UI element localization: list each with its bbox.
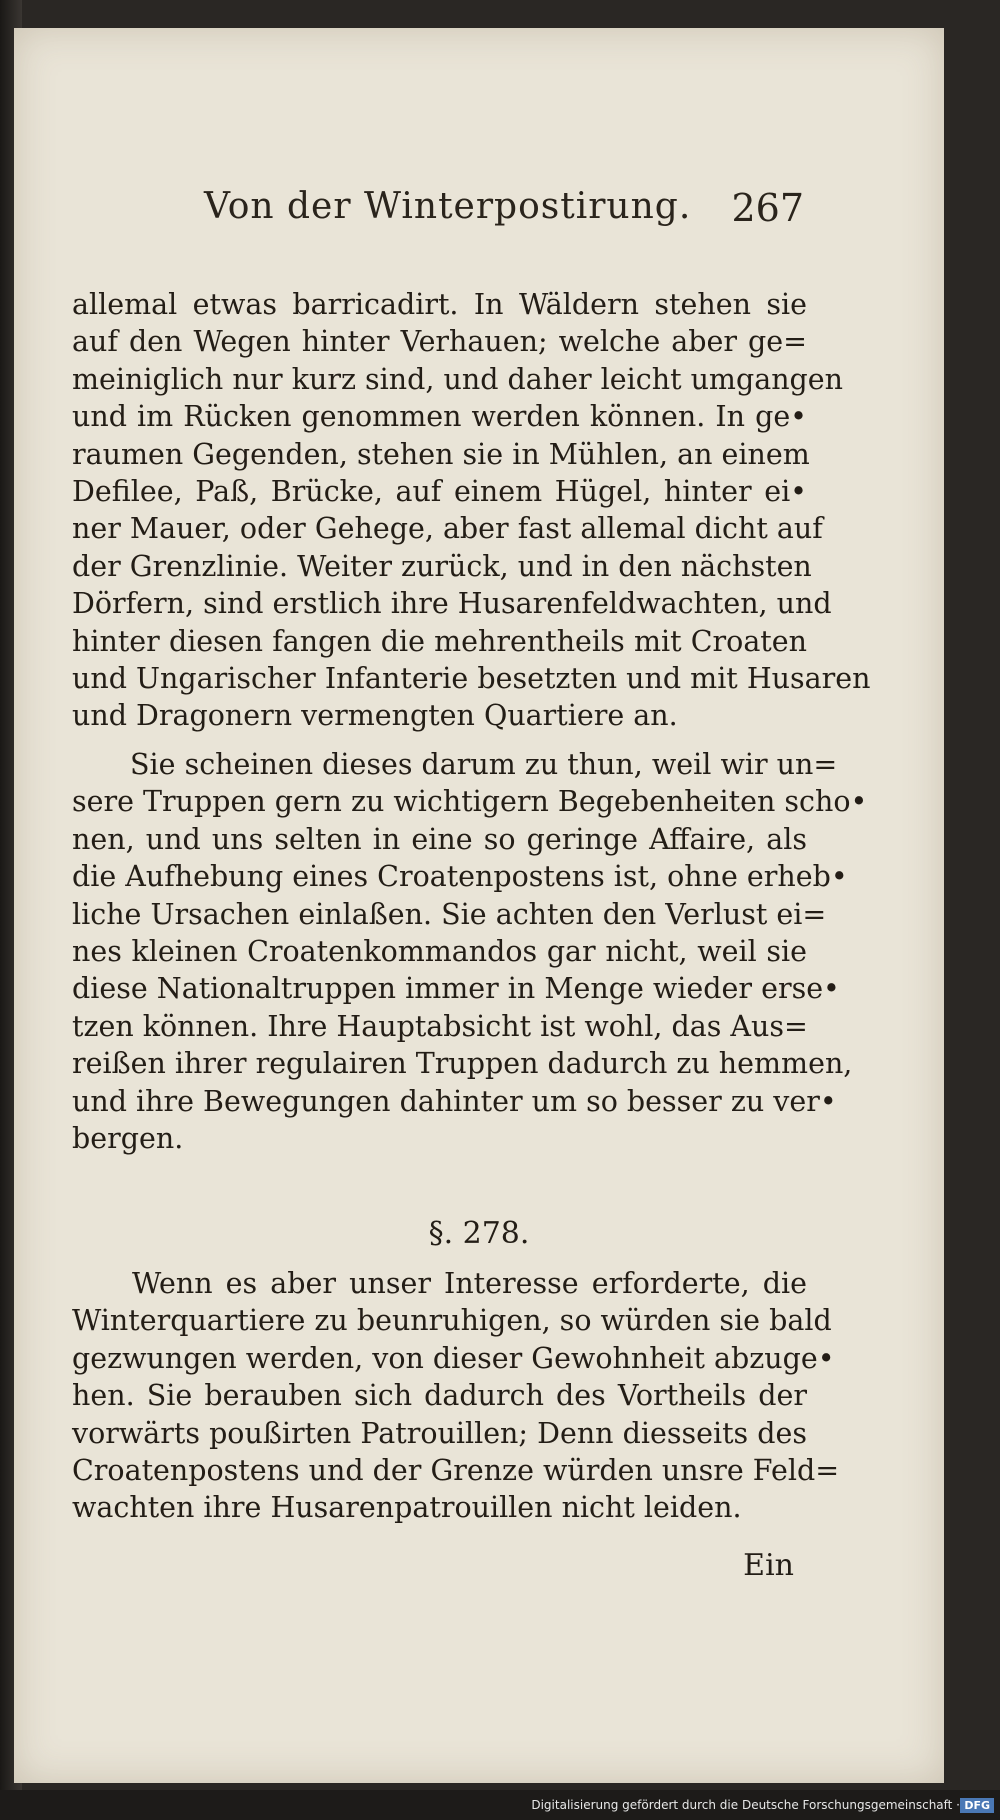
text-line: liche Ursachen einlaßen. Sie achten den Verlust ei= <box>72 897 827 931</box>
text-line: hinter diesen fangen die mehrentheils mit Croaten <box>72 624 807 658</box>
text-line: der Grenzlinie. Weiter zurück, und in den nächsten <box>72 549 812 583</box>
text-line: Dörfern, sind erstlich ihre Husarenfeldwachten, und <box>72 587 832 621</box>
paragraph-1 <box>72 286 871 735</box>
text-line: gezwungen werden, von dieser Gewohnheit abzuge• <box>72 1341 835 1375</box>
text-line: Winterquartiere zu beunruhigen, so würden sie bald <box>72 1304 832 1338</box>
dfg-logo-icon: DFG <box>960 1798 994 1813</box>
text-line: und im Rücken genommen werden können. In ge• <box>72 400 807 434</box>
text-line: nen, und uns selten in eine so geringe Affaire, als <box>72 822 807 856</box>
text-line: sere Truppen gern zu wichtigern Begebenheiten scho• <box>72 785 868 819</box>
book-page <box>14 28 944 1783</box>
text-line: und Ungarischer Infanterie besetzten und mit Husaren <box>72 661 871 695</box>
text-line: auf den Wegen hinter Verhauen; welche aber ge= <box>72 325 807 359</box>
text-line: allemal etwas barricadirt. In Wäldern stehen sie <box>72 288 807 321</box>
paragraph-3 <box>72 1265 840 1527</box>
running-head <box>204 178 804 238</box>
text-line: bergen. <box>72 1121 184 1155</box>
footer-credit: Digitalisierung gefördert durch die Deutsche Forschungsgemeinschaft · <box>531 1798 960 1812</box>
text-line: tzen können. Ihre Hauptabsicht ist wohl, das Aus= <box>72 1009 808 1043</box>
paragraph-2 <box>72 746 868 1157</box>
text-line: Sie scheinen dieses darum zu thun, weil wir un= <box>130 748 838 781</box>
text-line: vorwärts poußirten Patrouillen; Denn diesseits des <box>72 1416 807 1450</box>
footer-bar <box>0 1790 1000 1820</box>
text-line: ner Mauer, oder Gehege, aber fast allemal dicht auf <box>72 512 823 546</box>
text-line: und Dragonern vermengten Quartiere an. <box>72 699 678 733</box>
text-line: und ihre Bewegungen dahinter um so besser zu ver• <box>72 1084 837 1118</box>
text-line: reißen ihrer regulairen Truppen dadurch zu hemmen, <box>72 1047 853 1081</box>
text-line: Croatenpostens und der Grenze würden unsre Feld= <box>72 1453 840 1487</box>
text-line: Defilee, Paß, Brücke, auf einem Hügel, hinter ei• <box>72 474 807 508</box>
catchword: Ein <box>743 1548 794 1583</box>
text-line: die Aufhebung eines Croatenpostens ist, ohne erheb• <box>72 860 848 894</box>
text-line: wachten ihre Husarenpatrouillen nicht leiden. <box>72 1491 742 1525</box>
running-title: Von der Winterpostirung. <box>204 186 692 227</box>
page-number: 267 <box>731 186 804 230</box>
text-line: hen. Sie berauben sich dadurch des Vortheils der <box>72 1379 807 1413</box>
text-line: nes kleinen Croatenkommandos gar nicht, weil sie <box>72 934 807 968</box>
text-line: Wenn es aber unser Interesse erforderte, die <box>132 1267 807 1300</box>
text-line: raumen Gegenden, stehen sie in Mühlen, an einem <box>72 437 810 471</box>
text-line: meiniglich nur kurz sind, und daher leicht umgangen <box>72 362 844 396</box>
text-line: diese Nationaltruppen immer in Menge wieder erse• <box>72 972 840 1006</box>
section-heading: §. 278. <box>428 1216 530 1251</box>
